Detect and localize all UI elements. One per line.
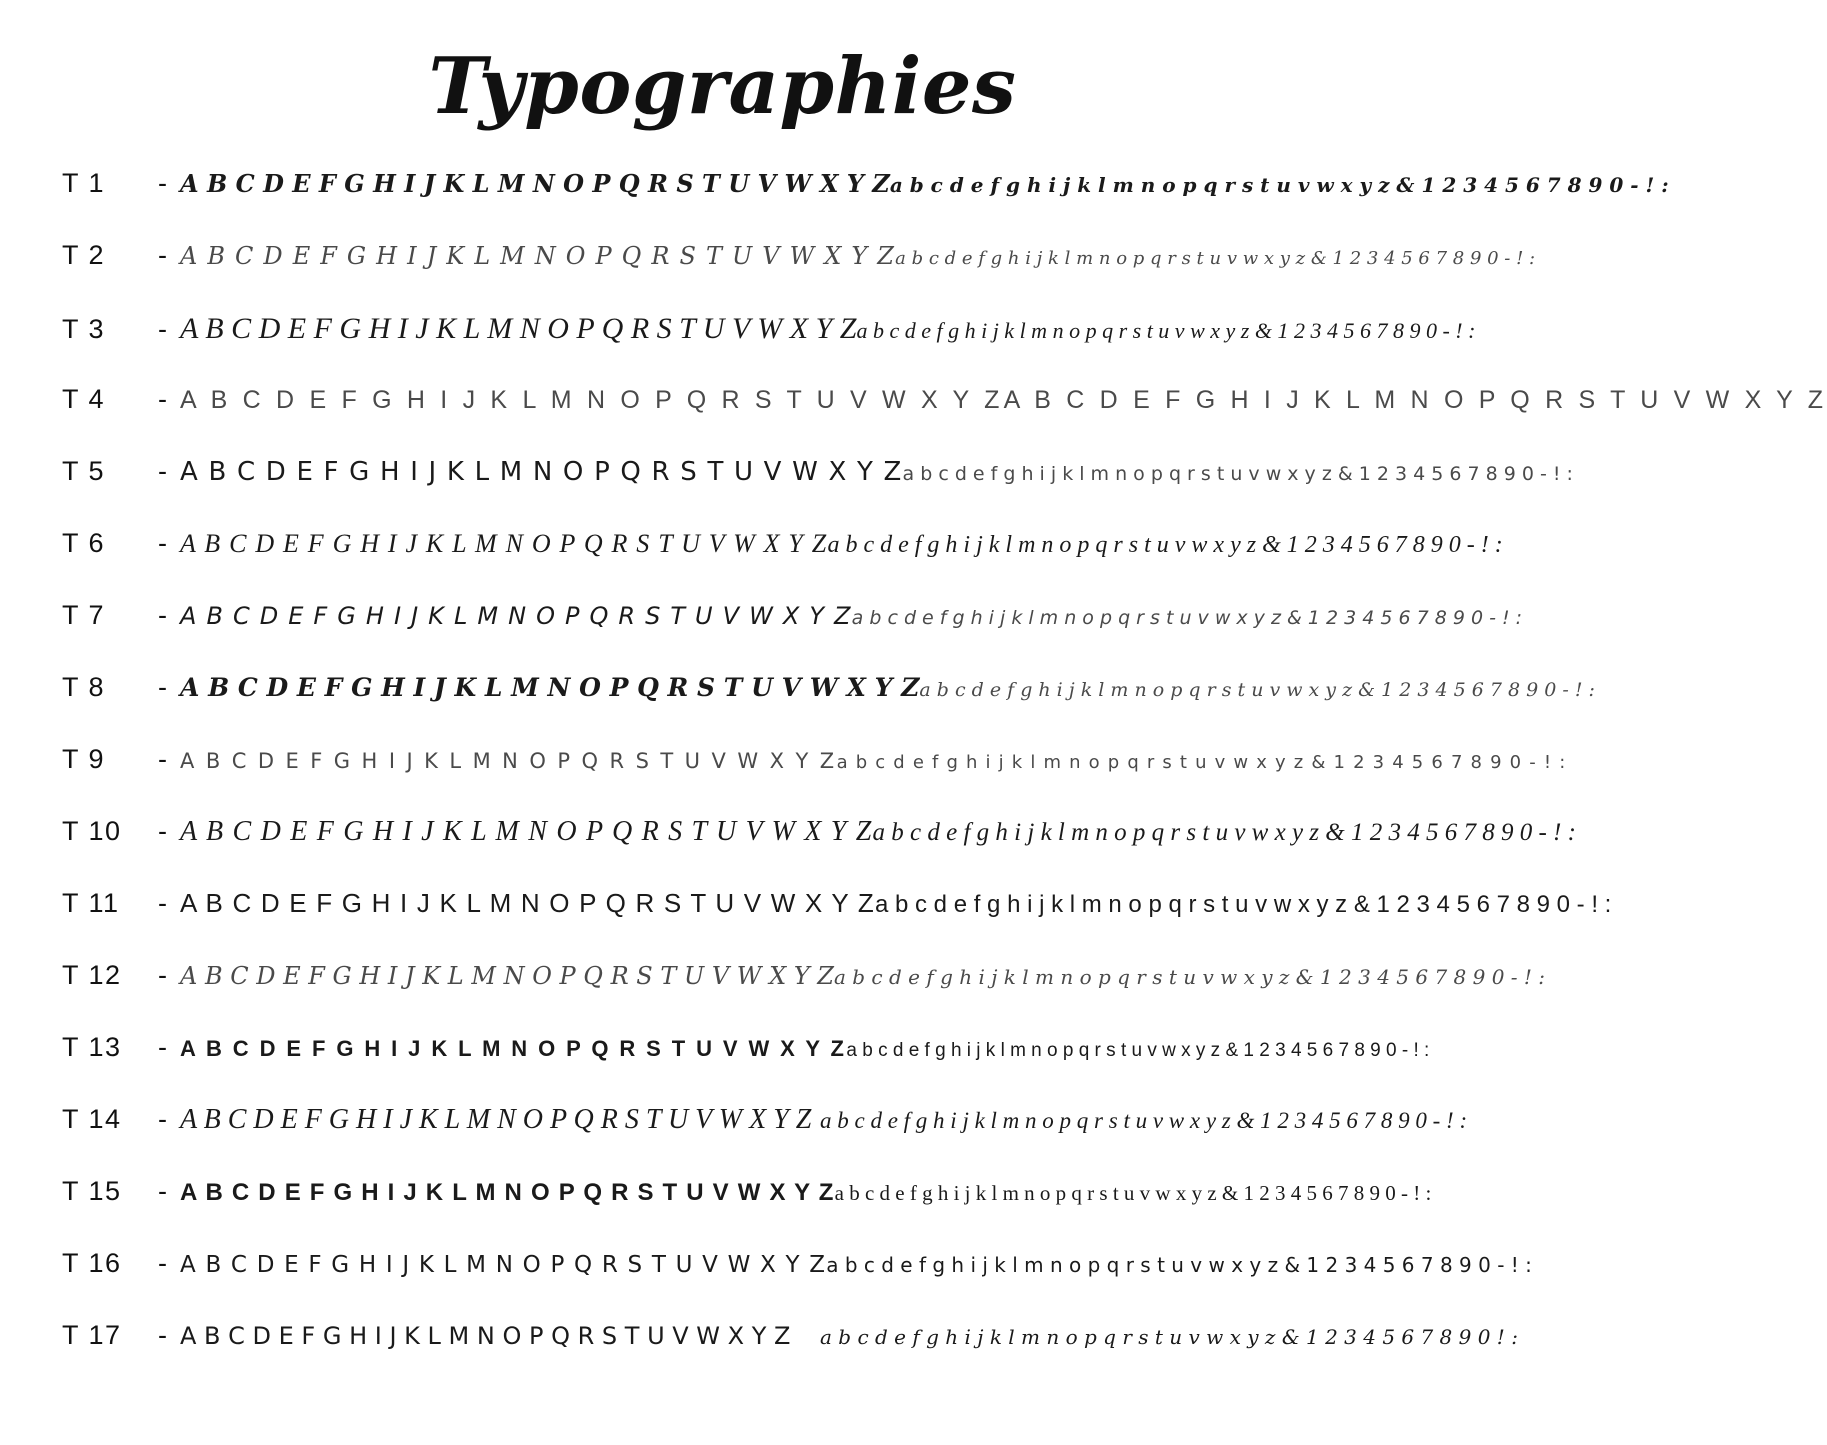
row-id-t3: T 3 bbox=[62, 313, 106, 344]
row-id-t12: T 12 bbox=[62, 959, 122, 990]
typography-row bbox=[62, 311, 1476, 384]
typography-row bbox=[62, 887, 1612, 960]
typography-row bbox=[62, 815, 1576, 888]
typography-row bbox=[62, 743, 1567, 816]
uppercase-sample-t16: A B C D E F G H I J K L M N O P Q R S T U V W X Y Z bbox=[180, 1251, 827, 1278]
lowercase-sample-t14: a b c d e f g h i j k l m n o p q r s t u v w x y z & 1 2 3 4 5 6 7 8 9 0 - ! : bbox=[820, 1107, 1468, 1133]
row-dash: - bbox=[158, 313, 167, 344]
typography-row bbox=[62, 599, 1523, 672]
typography-row bbox=[62, 671, 1595, 744]
row-dash: - bbox=[158, 671, 167, 702]
uppercase-sample-t17: A B C D E F G H I J K L M N O P Q R S T U V W X Y Z bbox=[180, 1321, 791, 1350]
row-id-t6: T 6 bbox=[62, 527, 106, 558]
lowercase-sample-t11: a b c d e f g h i j k l m n o p q r s t u v w x y z & 1 2 3 4 5 6 7 8 9 0 - ! : bbox=[874, 890, 1612, 918]
row-dash: - bbox=[158, 1031, 167, 1062]
lowercase-sample-t9: a b c d e f g h i j k l m n o p q r s t u v w x y z & 1 2 3 4 5 6 7 8 9 0 - ! : bbox=[836, 751, 1567, 773]
typography-row bbox=[62, 239, 1536, 312]
row-dash: - bbox=[158, 959, 167, 990]
lowercase-sample-t10: a b c d e f g h i j k l m n o p q r s t u v w x y z & 1 2 3 4 5 6 7 8 9 0 - ! : bbox=[872, 818, 1576, 846]
uppercase-sample-t9: A B C D E F G H I J K L M N O P Q R S T U V W X Y Z bbox=[180, 748, 837, 773]
uppercase-sample-t7: A B C D E F G H I J K L M N O P Q R S T U V W X Y Z bbox=[180, 601, 852, 630]
typography-row bbox=[62, 1247, 1532, 1320]
row-dash: - bbox=[158, 887, 167, 918]
uppercase-sample-t14: A B C D E F G H I J K L M N O P Q R S T U V W X Y Z bbox=[180, 1103, 812, 1135]
lowercase-sample-t7: a b c d e f g h i j k l m n o p q r s t u v w x y z & 1 2 3 4 5 6 7 8 9 0 - ! : bbox=[851, 606, 1523, 629]
row-id-t13: T 13 bbox=[62, 1031, 122, 1062]
lowercase-sample-t2: a b c d e f g h i j k l m n o p q r s t u v w x y z & 1 2 3 4 5 6 7 8 9 0 - ! : bbox=[895, 247, 1536, 269]
uppercase-sample-t12: A B C D E F G H I J K L M N O P Q R S T U V W X Y Z bbox=[180, 961, 834, 990]
lowercase-sample-t16: a b c d e f g h i j k l m n o p q r s t u v w x y z & 1 2 3 4 5 6 7 8 9 0 - ! : bbox=[826, 1252, 1532, 1277]
uppercase-sample-t6: A B C D E F G H I J K L M N O P Q R S T U V W X Y Z bbox=[180, 528, 828, 558]
typography-row bbox=[62, 959, 1546, 1032]
lowercase-sample-t6: a b c d e f g h i j k l m n o p q r s t u v w x y z & 1 2 3 4 5 6 7 8 9 0 - ! : bbox=[827, 531, 1503, 558]
row-id-t10: T 10 bbox=[62, 815, 122, 846]
typography-row-list bbox=[0, 167, 1827, 1392]
row-dash: - bbox=[158, 599, 167, 630]
uppercase-sample-t3: A B C D E F G H I J K L M N O P Q R S T U V W X Y Z bbox=[180, 311, 857, 345]
lowercase-sample-t5: a b c d e f g h i j k l m n o p q r s t u v w x y z & 1 2 3 4 5 6 7 8 9 0 - ! : bbox=[902, 462, 1573, 485]
typography-row bbox=[62, 455, 1573, 528]
uppercase-sample-t2: A B C D E F G H I J K L M N O P Q R S T U V W X Y Z bbox=[180, 241, 896, 270]
lowercase-sample-t13: a b c d e f g h i j k l m n o p q r s t u v w x y z & 1 2 3 4 5 6 7 8 9 0 - ! : bbox=[846, 1039, 1430, 1061]
row-dash: - bbox=[158, 527, 167, 558]
uppercase-sample-t8: A B C D E F G H I J K L M N O P Q R S T U V W X Y Z bbox=[180, 672, 920, 702]
row-dash: - bbox=[158, 1247, 167, 1278]
uppercase-sample-t4: A B C D E F G H I J K L M N O P Q R S T U V W X Y Z bbox=[180, 385, 1004, 414]
row-dash: - bbox=[158, 455, 167, 486]
uppercase-sample-t1: A B C D E F G H I J K L M N O P Q R S T U V W X Y Z bbox=[180, 168, 890, 198]
uppercase-sample-t5: A B C D E F G H I J K L M N O P Q R S T U V W X Y Z bbox=[180, 456, 903, 487]
row-id-t5: T 5 bbox=[62, 455, 106, 486]
lowercase-sample-t12: a b c d e f g h i j k l m n o p q r s t u v w x y z & 1 2 3 4 5 6 7 8 9 0 - ! : bbox=[833, 964, 1546, 989]
lowercase-sample-t3: a b c d e f g h i j k l m n o p q r s t u v w x y z & 1 2 3 4 5 6 7 8 9 0 - ! : bbox=[856, 317, 1476, 343]
lowercase-sample-t8: a b c d e f g h i j k l m n o p q r s t u v w x y z & 1 2 3 4 5 6 7 8 9 0 - ! : bbox=[919, 678, 1595, 701]
row-id-t11: T 11 bbox=[62, 887, 120, 918]
row-id-t8: T 8 bbox=[62, 671, 106, 702]
lowercase-sample-t17: a b c d e f g h i j k l m n o p q r s t u v w x y z & 1 2 3 4 5 6 7 8 9 0 ! : bbox=[820, 1324, 1518, 1349]
uppercase-sample-t11: A B C D E F G H I J K L M N O P Q R S T U V W X Y Z bbox=[180, 887, 875, 918]
lowercase-sample-t15: a b c d e f g h i j k l m n o p q r s t u v w x y z & 1 2 3 4 5 6 7 8 9 0 - ! : bbox=[834, 1180, 1432, 1205]
row-id-t17: T 17 bbox=[62, 1319, 122, 1350]
row-dash: - bbox=[158, 383, 167, 414]
row-id-t2: T 2 bbox=[62, 239, 106, 270]
row-id-t4: T 4 bbox=[62, 383, 106, 414]
row-dash: - bbox=[158, 167, 167, 198]
row-dash: - bbox=[158, 743, 167, 774]
lowercase-sample-t1: a b c d e f g h i j k l m n o p q r s t u v w x y z & 1 2 3 4 5 6 7 8 9 0 - ! : bbox=[889, 172, 1669, 197]
uppercase-sample-t15: A B C D E F G H I J K L M N O P Q R S T U V W X Y Z bbox=[180, 1178, 835, 1206]
row-dash: - bbox=[158, 1175, 167, 1206]
row-id-t16: T 16 bbox=[62, 1247, 122, 1278]
page-title: Typographies bbox=[428, 41, 1017, 132]
typography-row bbox=[62, 1175, 1432, 1248]
typography-row bbox=[62, 1319, 1518, 1392]
row-id-t7: T 7 bbox=[62, 599, 106, 630]
typography-row bbox=[62, 1031, 1430, 1104]
row-id-t9: T 9 bbox=[62, 743, 106, 774]
row-id-t15: T 15 bbox=[62, 1175, 122, 1206]
typography-row bbox=[62, 167, 1669, 240]
row-dash: - bbox=[158, 1319, 167, 1350]
typography-row bbox=[62, 527, 1503, 600]
uppercase-sample-t13: A B C D E F G H I J K L M N O P Q R S T U V W X Y Z bbox=[180, 1035, 847, 1061]
lowercase-sample-t4: A B C D E F G H I J K L M N O P Q R S T U V W X Y Z bbox=[1003, 385, 1827, 414]
row-dash: - bbox=[158, 1103, 167, 1134]
typography-row bbox=[62, 383, 1827, 456]
row-id-t14: T 14 bbox=[62, 1103, 122, 1134]
row-dash: - bbox=[158, 815, 167, 846]
typography-row bbox=[62, 1103, 1468, 1176]
uppercase-sample-t10: A B C D E F G H I J K L M N O P Q R S T U V W X Y Z bbox=[180, 815, 873, 847]
row-dash: - bbox=[158, 239, 167, 270]
row-id-t1: T 1 bbox=[62, 167, 106, 198]
